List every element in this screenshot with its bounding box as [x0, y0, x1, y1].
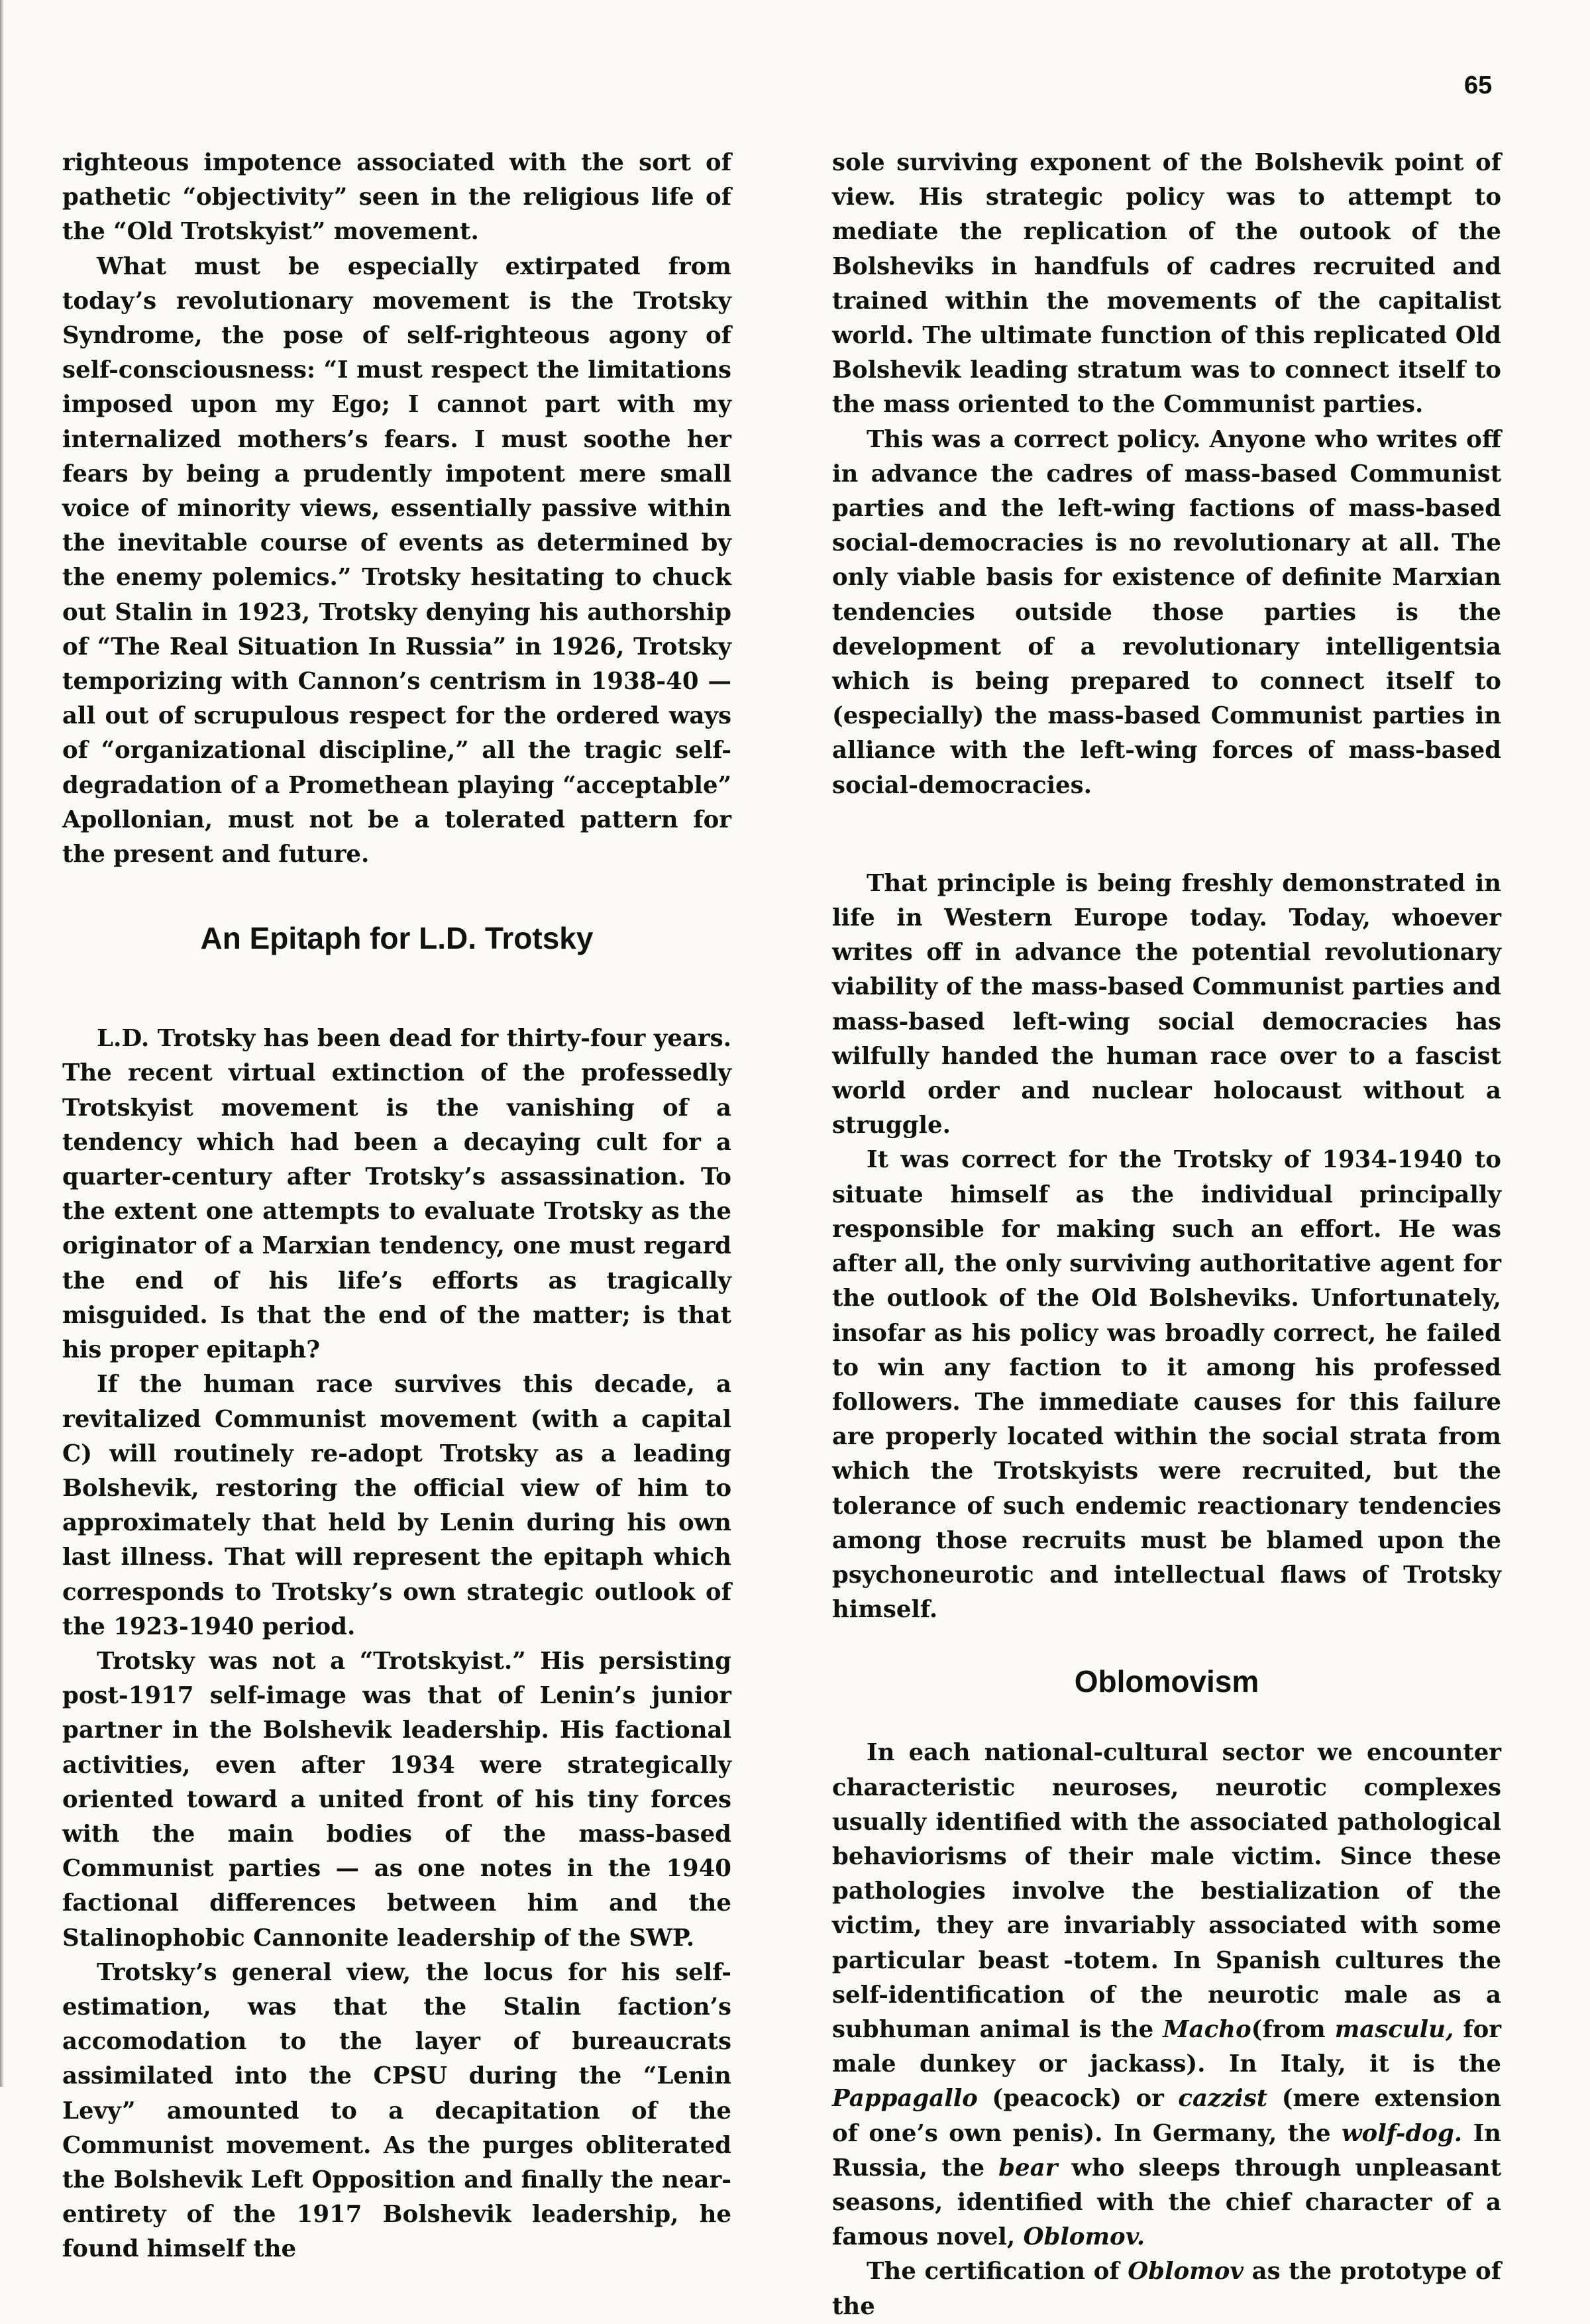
italic-term: Oblomov [1128, 2258, 1244, 2286]
section-heading-epitaph: An Epitaph for L.D. Trotsky [200, 921, 594, 956]
text-run: (peacock) or [977, 2085, 1179, 2113]
paragraph: That principle is being freshly demonstrated in life in Western Europe today. Today, whoever writes off in advance the potential revolutionary viability of the mass-based Communist parties and mass-based left-wing social democracies has wilfully handed the human race over to a fascist world order and nuclear holocaust without a struggle. [832, 869, 1501, 1139]
italic-term: Macho [1163, 2015, 1251, 2043]
paragraph: Trotsky was not a “Trotskyist.” His persisting post-1917 self-image was that of Lenin’s junior partner in the Bolshevik leadership. His factional activities, even after 1934 were strategically oriented toward a united front of his tiny forces with the main bodies of the mass-based Communist parties — as one notes in the 1940 factional differences between him and the Stalinophobic Cannonite leadership of the SWP. [62, 1647, 731, 1952]
page-number: 65 [1464, 72, 1493, 99]
text-run: (mere extension of one’s own penis). In Germany, the [832, 2085, 1501, 2147]
paragraph [832, 1736, 1501, 2254]
text-run: In each national-cultural sector we encounter characteristic neuroses, neurotic complexes usually identified with the associated pathological behaviorisms of their male victim. Since these pathologies involve the bestialization of the victim, they are invariably associated with some particular beast -totem. In Spanish cultures the self-identification of the neurotic male as a subhuman animal is the [832, 1739, 1501, 2043]
italic-term: cazzist [1178, 2085, 1268, 2113]
paragraph: This was a correct policy. Anyone who writes off in advance the cadres of mass-based Communist parties and the left-wing factions of mass-based social-democracies is no revolutionary at all. The only viable basis for existence of definite Marxian tendencies outside those parties is the development of a revolutionary intelligentsia which is being prepared to connect itself to (especially) the mass-based Communist parties in alliance with the left-wing forces of mass-based social-democracies. [832, 425, 1501, 799]
paragraph: If the human race survives this decade, a revitalized Communist movement (with a capital C) will routinely re-adopt Trotsky as a leading Bolshevik, restoring the official view of him to approximately that held by Lenin during his own last illness. That will represent the epitaph which corresponds to Trotsky’s own strategic outlook of the 1923-1940 period. [62, 1371, 731, 1640]
paragraph: What must be especially extirpated from today’s revolutionary movement is the Trotsky Syndrome, the pose of self-righteous agony of self-consciousness: “I must respect the limitations imposed upon my Ego; I cannot part with my internalized mothers’s fears. I must soothe her fears by being a prudently impotent mere small voice of minority views, essentially passive within the inevitable course of events as determined by the enemy polemics.” Trotsky hesitating to chuck out Stalin in 1923, Trotsky denying his authorship of “The Real Situation In Russia” in 1926, Trotsky temporizing with Cannon’s centrism in 1938-40 — all out of scrupulous respect for the ordered ways of “organizational discipline,” all the tragic self-degradation of a Promethean playing “acceptable” Apollonian, must not be a tolerated pattern for the present and future. [62, 252, 731, 869]
text-run: as the prototype of the [832, 2258, 1501, 2320]
page-edge-shadow [0, 0, 4, 2087]
text-run: The certification of [867, 2258, 1128, 2286]
paragraph: L.D. Trotsky has been dead for thirty-four years. The recent virtual extinction of the professedly Trotskyist movement is the vanishing of a tendency which had been a decaying cult for a quarter-century after Trotsky’s assassination. To the extent one attempts to evaluate Trotsky as the originator of a Marxian tendency, one must regard the end of his life’s efforts as tragically misguided. Is that the end of the matter; is that his proper epitaph? [62, 1025, 731, 1364]
paragraph [832, 2254, 1501, 2323]
paragraph: Trotsky’s general view, the locus for his self-estimation, was that the Stalin faction’s accomodation to the layer of bureaucrats assimilated into the CPSU during the “Lenin Levy” amounted to a decapitation of the Communist movement. As the purges obliterated the Bolshevik Left Opposition and finally the near-entirety of the 1917 Bolshevik leadership, he found himself the [62, 1958, 731, 2263]
section-heading-oblomovism: Oblomovism [1074, 1664, 1259, 1699]
right-column [832, 146, 1501, 2324]
paragraph: It was correct for the Trotsky of 1934-1940 to situate himself as the individual principally responsible for making such an effort. He was after all, the only surviving authoritative agent for the outlook of the Old Bolsheviks. Unfortunately, insofar as his policy was broadly correct, he failed to win any faction to it among his professed followers. The immediate causes for this failure are properly located within the social strata from which the Trotskyists were recruited, but the tolerance of such endemic reactionary tendencies among those recruits must be blamed upon the psychoneurotic and intellectual flaws of Trotsky himself. [832, 1146, 1501, 1624]
italic-term: Pappagallo [832, 2085, 978, 2113]
italic-term: wolf-dog. [1342, 2119, 1463, 2147]
left-column [62, 146, 731, 2267]
paragraph: sole surviving exponent of the Bolshevik point of view. His strategic policy was to attempt to mediate the replication of the outook of the Bolsheviks in handfuls of cadres recruited and trained within the movements of the capitalist world. The ultimate function of this replicated Old Bolshevik leading stratum was to connect itself to the mass oriented to the Communist parties. [832, 149, 1501, 419]
text-run: for male dunkey or jackass). In Italy, it is the [832, 2015, 1502, 2078]
text-run: (from [1251, 2015, 1335, 2043]
text-run: In Russia, the [832, 2119, 1501, 2182]
italic-term: bear [998, 2154, 1058, 2182]
text-run: who sleeps through unpleasant seasons, identified with the chief character of a famous novel, [832, 2154, 1501, 2251]
italic-term: Oblomov. [1023, 2223, 1145, 2251]
italic-term: masculu, [1334, 2015, 1454, 2043]
paragraph: righteous impotence associated with the sort of pathetic “objectivity” seen in the religious life of the “Old Trotskyist” movement. [62, 149, 731, 246]
